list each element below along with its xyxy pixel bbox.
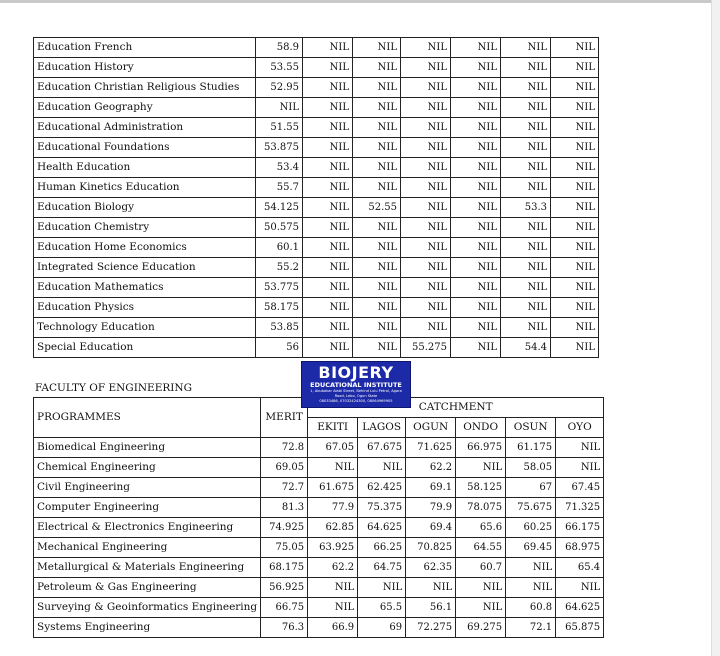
catchment-cell: NIL bbox=[353, 118, 401, 138]
merit-cell: 53.85 bbox=[256, 318, 303, 338]
programme-name: Biomedical Engineering bbox=[34, 438, 261, 458]
catchment-cell: 62.35 bbox=[406, 558, 456, 578]
table-row bbox=[34, 258, 599, 278]
merit-cell: 56 bbox=[256, 338, 303, 358]
catchment-cell: NIL bbox=[501, 98, 551, 118]
right-frame bbox=[711, 0, 720, 656]
catchment-cell: NIL bbox=[353, 138, 401, 158]
catchment-cell: NIL bbox=[551, 178, 599, 198]
catchment-header: CATCHMENT bbox=[308, 398, 604, 418]
catchment-cell: NIL bbox=[501, 78, 551, 98]
catchment-cell: NIL bbox=[551, 238, 599, 258]
top-border bbox=[0, 0, 720, 3]
catchment-cell: 75.675 bbox=[506, 498, 556, 518]
merit-cell: NIL bbox=[256, 98, 303, 118]
merit-cell: 58.175 bbox=[256, 298, 303, 318]
table-row bbox=[34, 338, 599, 358]
catchment-cell: NIL bbox=[303, 198, 353, 218]
catchment-cell: NIL bbox=[401, 318, 451, 338]
catchment-cell: NIL bbox=[401, 238, 451, 258]
catchment-cell: NIL bbox=[353, 78, 401, 98]
merit-cell: 50.575 bbox=[256, 218, 303, 238]
catchment-cell: 79.9 bbox=[406, 498, 456, 518]
programme-name: Education History bbox=[34, 58, 256, 78]
catchment-cell: NIL bbox=[353, 178, 401, 198]
catchment-cell: NIL bbox=[501, 38, 551, 58]
catchment-cell: NIL bbox=[303, 58, 353, 78]
catchment-cell: NIL bbox=[451, 218, 501, 238]
catchment-cell: 54.4 bbox=[501, 338, 551, 358]
table-row bbox=[34, 438, 604, 458]
catchment-cell: 62.85 bbox=[308, 518, 358, 538]
catchment-cell: NIL bbox=[353, 278, 401, 298]
catchment-cell: NIL bbox=[401, 118, 451, 138]
merit-cell: 52.95 bbox=[256, 78, 303, 98]
programme-name: Chemical Engineering bbox=[34, 458, 261, 478]
merit-cell: 72.7 bbox=[261, 478, 308, 498]
catchment-cell: NIL bbox=[551, 338, 599, 358]
catchment-cell: NIL bbox=[551, 118, 599, 138]
catchment-cell: NIL bbox=[551, 278, 599, 298]
catchment-cell: 67 bbox=[506, 478, 556, 498]
programme-name: Education Chemistry bbox=[34, 218, 256, 238]
table-row bbox=[34, 298, 599, 318]
catchment-cell: NIL bbox=[501, 278, 551, 298]
catchment-cell: NIL bbox=[501, 178, 551, 198]
catchment-cell: 58.05 bbox=[506, 458, 556, 478]
catchment-cell: NIL bbox=[401, 218, 451, 238]
merit-cell: 68.175 bbox=[261, 558, 308, 578]
catchment-cell: NIL bbox=[451, 78, 501, 98]
logo-subtitle: EDUCATIONAL INSTITUTE bbox=[310, 381, 402, 389]
catchment-cell: NIL bbox=[501, 218, 551, 238]
catchment-cell: NIL bbox=[303, 298, 353, 318]
merit-cell: 72.8 bbox=[261, 438, 308, 458]
state-header-ogun: OGUN bbox=[406, 418, 456, 438]
catchment-cell: NIL bbox=[303, 178, 353, 198]
catchment-cell: NIL bbox=[451, 318, 501, 338]
catchment-cell: NIL bbox=[556, 438, 604, 458]
catchment-cell: NIL bbox=[303, 158, 353, 178]
catchment-cell: NIL bbox=[406, 578, 456, 598]
catchment-cell: NIL bbox=[451, 198, 501, 218]
faculty-title: FACULTY OF ENGINEERING bbox=[35, 382, 192, 394]
programme-name: Metallurgical & Materials Engineering bbox=[34, 558, 261, 578]
education-cutoff-table bbox=[33, 37, 599, 358]
catchment-cell: NIL bbox=[501, 318, 551, 338]
catchment-cell: 72.275 bbox=[406, 618, 456, 638]
merit-cell: 55.2 bbox=[256, 258, 303, 278]
programme-name: Integrated Science Education bbox=[34, 258, 256, 278]
catchment-cell: NIL bbox=[353, 98, 401, 118]
catchment-cell: 71.325 bbox=[556, 498, 604, 518]
catchment-cell: 75.375 bbox=[358, 498, 406, 518]
catchment-cell: NIL bbox=[401, 58, 451, 78]
table-row bbox=[34, 238, 599, 258]
catchment-cell: 69.4 bbox=[406, 518, 456, 538]
catchment-cell: 62.2 bbox=[308, 558, 358, 578]
table-row bbox=[34, 158, 599, 178]
catchment-cell: NIL bbox=[401, 158, 451, 178]
catchment-cell: 69.275 bbox=[456, 618, 506, 638]
catchment-cell: 66.975 bbox=[456, 438, 506, 458]
programme-name: Educational Administration bbox=[34, 118, 256, 138]
programme-name: Technology Education bbox=[34, 318, 256, 338]
catchment-cell: 66.175 bbox=[556, 518, 604, 538]
catchment-cell: NIL bbox=[303, 78, 353, 98]
catchment-cell: NIL bbox=[358, 458, 406, 478]
catchment-cell: 65.4 bbox=[556, 558, 604, 578]
catchment-cell: 66.25 bbox=[358, 538, 406, 558]
catchment-cell: NIL bbox=[303, 218, 353, 238]
catchment-cell: NIL bbox=[353, 218, 401, 238]
table-row bbox=[34, 218, 599, 238]
merit-cell: 69.05 bbox=[261, 458, 308, 478]
catchment-cell: NIL bbox=[451, 38, 501, 58]
table-row bbox=[34, 518, 604, 538]
table-row bbox=[34, 138, 599, 158]
catchment-cell: NIL bbox=[308, 598, 358, 618]
catchment-cell: NIL bbox=[501, 258, 551, 278]
catchment-cell: NIL bbox=[401, 278, 451, 298]
programme-name: Health Education bbox=[34, 158, 256, 178]
merit-cell: 53.875 bbox=[256, 138, 303, 158]
programme-name: Education Mathematics bbox=[34, 278, 256, 298]
catchment-cell: NIL bbox=[551, 218, 599, 238]
catchment-cell: 64.55 bbox=[456, 538, 506, 558]
state-header-lagos: LAGOS bbox=[358, 418, 406, 438]
catchment-cell: NIL bbox=[556, 578, 604, 598]
table-row bbox=[34, 78, 599, 98]
catchment-cell: NIL bbox=[501, 118, 551, 138]
catchment-cell: NIL bbox=[551, 298, 599, 318]
catchment-cell: 71.625 bbox=[406, 438, 456, 458]
merit-cell: 75.05 bbox=[261, 538, 308, 558]
table-row bbox=[34, 318, 599, 338]
catchment-cell: NIL bbox=[401, 78, 451, 98]
catchment-cell: NIL bbox=[303, 98, 353, 118]
catchment-cell: NIL bbox=[303, 258, 353, 278]
engineering-cutoff-table bbox=[33, 397, 604, 638]
catchment-cell: 72.1 bbox=[506, 618, 556, 638]
catchment-cell: 56.1 bbox=[406, 598, 456, 618]
state-header-oyo: OYO bbox=[556, 418, 604, 438]
catchment-cell: NIL bbox=[501, 58, 551, 78]
merit-cell: 53.55 bbox=[256, 58, 303, 78]
catchment-cell: NIL bbox=[451, 178, 501, 198]
catchment-cell: NIL bbox=[401, 178, 451, 198]
catchment-cell: NIL bbox=[551, 78, 599, 98]
table-row bbox=[34, 478, 604, 498]
programme-name: Education Physics bbox=[34, 298, 256, 318]
programme-name: Education French bbox=[34, 38, 256, 58]
catchment-cell: NIL bbox=[308, 458, 358, 478]
table-row bbox=[34, 58, 599, 78]
merit-cell: 58.9 bbox=[256, 38, 303, 58]
catchment-cell: NIL bbox=[456, 578, 506, 598]
catchment-cell: 61.175 bbox=[506, 438, 556, 458]
catchment-cell: NIL bbox=[353, 58, 401, 78]
catchment-cell: NIL bbox=[556, 458, 604, 478]
state-header-osun: OSUN bbox=[506, 418, 556, 438]
catchment-cell: NIL bbox=[308, 578, 358, 598]
catchment-cell: NIL bbox=[501, 138, 551, 158]
catchment-cell: NIL bbox=[506, 578, 556, 598]
table-row bbox=[34, 198, 599, 218]
programme-name: Surveying & Geoinformatics Engineering bbox=[34, 598, 261, 618]
catchment-cell: NIL bbox=[551, 318, 599, 338]
catchment-cell: NIL bbox=[353, 318, 401, 338]
merit-cell: 76.3 bbox=[261, 618, 308, 638]
catchment-cell: 65.6 bbox=[456, 518, 506, 538]
programmes-header: PROGRAMMES bbox=[34, 398, 261, 438]
catchment-cell: 69.1 bbox=[406, 478, 456, 498]
merit-cell: 54.125 bbox=[256, 198, 303, 218]
catchment-cell: NIL bbox=[506, 558, 556, 578]
programme-name: Educational Foundations bbox=[34, 138, 256, 158]
catchment-cell: NIL bbox=[401, 138, 451, 158]
catchment-cell: NIL bbox=[451, 258, 501, 278]
catchment-cell: NIL bbox=[451, 278, 501, 298]
catchment-cell: NIL bbox=[303, 38, 353, 58]
biojery-logo bbox=[301, 361, 411, 408]
catchment-cell: NIL bbox=[551, 258, 599, 278]
catchment-cell: 65.875 bbox=[556, 618, 604, 638]
catchment-cell: 60.8 bbox=[506, 598, 556, 618]
catchment-cell: NIL bbox=[303, 318, 353, 338]
merit-cell: 66.75 bbox=[261, 598, 308, 618]
programme-name: Education Biology bbox=[34, 198, 256, 218]
catchment-cell: 58.125 bbox=[456, 478, 506, 498]
catchment-cell: 64.75 bbox=[358, 558, 406, 578]
logo-phones: 08033486, 07032424300, 08064969905 bbox=[319, 399, 393, 403]
catchment-cell: NIL bbox=[456, 458, 506, 478]
programme-name: Human Kinetics Education bbox=[34, 178, 256, 198]
table-row bbox=[34, 98, 599, 118]
logo-address: 1, Abubakar Alabi Street, Behind Lulu Petrol, Agara Road, Lebo, Ogun State bbox=[310, 389, 402, 398]
catchment-cell: 60.7 bbox=[456, 558, 506, 578]
table-row bbox=[34, 618, 604, 638]
catchment-cell: NIL bbox=[551, 98, 599, 118]
merit-cell: 55.7 bbox=[256, 178, 303, 198]
catchment-cell: NIL bbox=[551, 38, 599, 58]
catchment-cell: NIL bbox=[456, 598, 506, 618]
catchment-cell: NIL bbox=[303, 138, 353, 158]
table-row bbox=[34, 578, 604, 598]
catchment-cell: 70.825 bbox=[406, 538, 456, 558]
programme-name: Education Home Economics bbox=[34, 238, 256, 258]
programme-name: Education Geography bbox=[34, 98, 256, 118]
catchment-cell: 69.45 bbox=[506, 538, 556, 558]
catchment-cell: 69 bbox=[358, 618, 406, 638]
catchment-cell: 66.9 bbox=[308, 618, 358, 638]
catchment-cell: 53.3 bbox=[501, 198, 551, 218]
merit-cell: 81.3 bbox=[261, 498, 308, 518]
catchment-cell: 68.975 bbox=[556, 538, 604, 558]
catchment-cell: NIL bbox=[551, 58, 599, 78]
catchment-cell: NIL bbox=[353, 238, 401, 258]
catchment-cell: NIL bbox=[451, 338, 501, 358]
merit-cell: 60.1 bbox=[256, 238, 303, 258]
catchment-cell: 55.275 bbox=[401, 338, 451, 358]
catchment-cell: NIL bbox=[451, 158, 501, 178]
merit-cell: 74.925 bbox=[261, 518, 308, 538]
catchment-cell: NIL bbox=[451, 298, 501, 318]
catchment-cell: NIL bbox=[451, 238, 501, 258]
catchment-cell: NIL bbox=[303, 338, 353, 358]
catchment-cell: 67.05 bbox=[308, 438, 358, 458]
catchment-cell: NIL bbox=[401, 258, 451, 278]
catchment-cell: 62.425 bbox=[358, 478, 406, 498]
logo-title: BIOJERY bbox=[318, 363, 394, 382]
catchment-cell: 62.2 bbox=[406, 458, 456, 478]
state-header-ekiti: EKITI bbox=[308, 418, 358, 438]
catchment-cell: NIL bbox=[401, 198, 451, 218]
catchment-cell: NIL bbox=[401, 98, 451, 118]
catchment-cell: NIL bbox=[353, 258, 401, 278]
merit-cell: 56.925 bbox=[261, 578, 308, 598]
programme-name: Petroleum & Gas Engineering bbox=[34, 578, 261, 598]
catchment-cell: NIL bbox=[303, 278, 353, 298]
catchment-cell: NIL bbox=[501, 238, 551, 258]
table-row bbox=[34, 118, 599, 138]
catchment-cell: NIL bbox=[501, 158, 551, 178]
catchment-cell: 63.925 bbox=[308, 538, 358, 558]
catchment-cell: NIL bbox=[501, 298, 551, 318]
catchment-cell: NIL bbox=[303, 118, 353, 138]
catchment-cell: NIL bbox=[353, 298, 401, 318]
catchment-cell: NIL bbox=[451, 98, 501, 118]
programme-name: Computer Engineering bbox=[34, 498, 261, 518]
merit-header: MERIT bbox=[261, 398, 308, 438]
catchment-cell: 65.5 bbox=[358, 598, 406, 618]
catchment-cell: 67.45 bbox=[556, 478, 604, 498]
merit-cell: 53.4 bbox=[256, 158, 303, 178]
catchment-cell: NIL bbox=[401, 298, 451, 318]
catchment-cell: 60.25 bbox=[506, 518, 556, 538]
catchment-cell: 78.075 bbox=[456, 498, 506, 518]
catchment-cell: 67.675 bbox=[358, 438, 406, 458]
catchment-cell: NIL bbox=[358, 578, 406, 598]
catchment-cell: NIL bbox=[551, 158, 599, 178]
table-row bbox=[34, 458, 604, 478]
catchment-cell: 52.55 bbox=[353, 198, 401, 218]
table-row bbox=[34, 178, 599, 198]
programme-name: Education Christian Religious Studies bbox=[34, 78, 256, 98]
catchment-cell: NIL bbox=[551, 138, 599, 158]
merit-cell: 53.775 bbox=[256, 278, 303, 298]
catchment-cell: 61.675 bbox=[308, 478, 358, 498]
programme-name: Civil Engineering bbox=[34, 478, 261, 498]
table-row bbox=[34, 558, 604, 578]
table-row bbox=[34, 278, 599, 298]
programme-name: Mechanical Engineering bbox=[34, 538, 261, 558]
table-row bbox=[34, 498, 604, 518]
catchment-cell: 64.625 bbox=[358, 518, 406, 538]
catchment-cell: NIL bbox=[401, 38, 451, 58]
catchment-cell: NIL bbox=[451, 138, 501, 158]
programme-name: Systems Engineering bbox=[34, 618, 261, 638]
catchment-cell: NIL bbox=[451, 118, 501, 138]
table-row bbox=[34, 598, 604, 618]
catchment-cell: NIL bbox=[353, 38, 401, 58]
state-header-ondo: ONDO bbox=[456, 418, 506, 438]
catchment-cell: NIL bbox=[353, 338, 401, 358]
catchment-cell: NIL bbox=[303, 238, 353, 258]
programme-name: Special Education bbox=[34, 338, 256, 358]
table-row bbox=[34, 38, 599, 58]
merit-cell: 51.55 bbox=[256, 118, 303, 138]
programme-name: Electrical & Electronics Engineering bbox=[34, 518, 261, 538]
catchment-cell: NIL bbox=[551, 198, 599, 218]
catchment-cell: NIL bbox=[353, 158, 401, 178]
catchment-cell: NIL bbox=[451, 58, 501, 78]
table-row bbox=[34, 538, 604, 558]
catchment-cell: 64.625 bbox=[556, 598, 604, 618]
catchment-cell: 77.9 bbox=[308, 498, 358, 518]
